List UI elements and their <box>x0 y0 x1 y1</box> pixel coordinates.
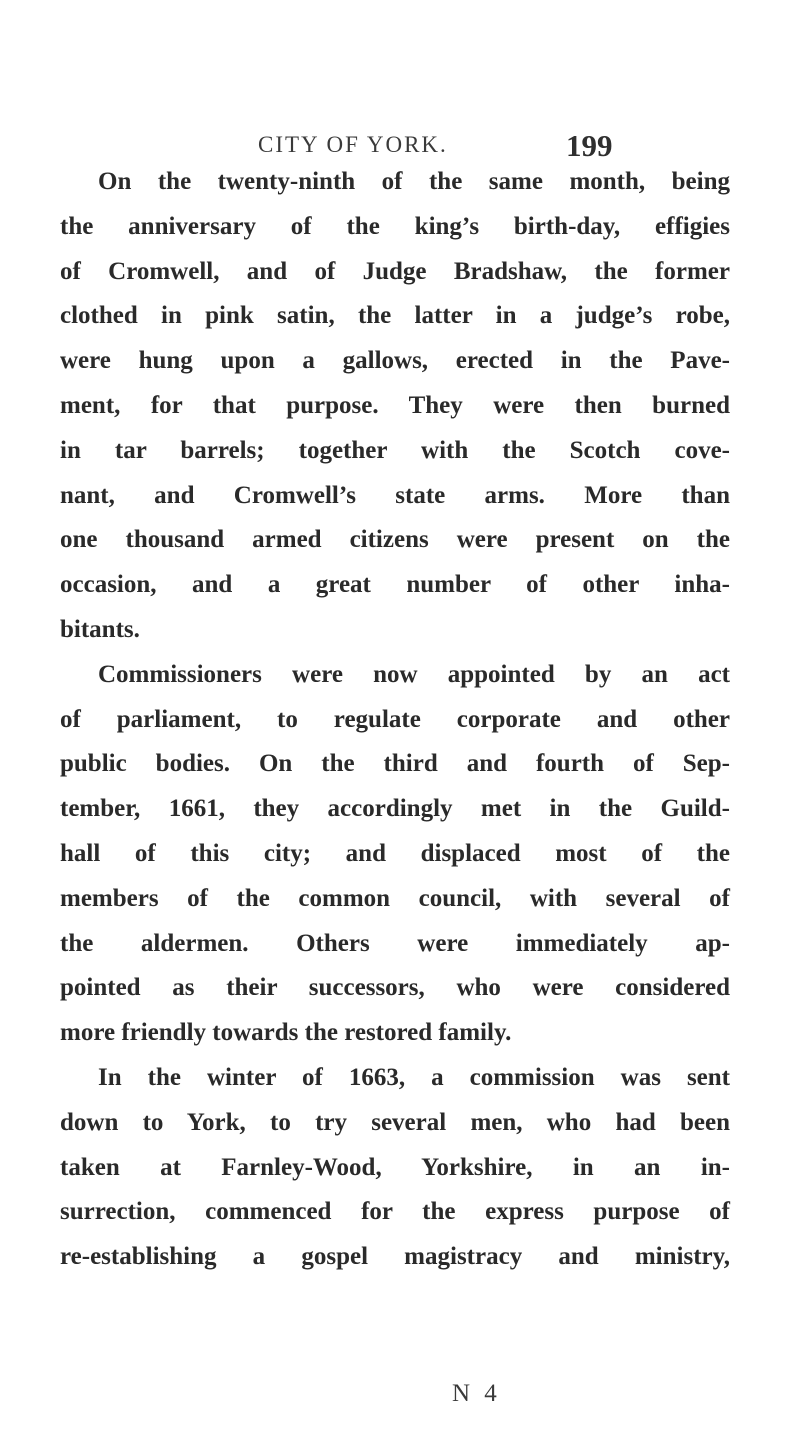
text-line: the anniversary of the king’s birth-day, effigies <box>60 212 730 240</box>
text-line: one thousand armed citizens were present on the <box>60 526 730 554</box>
text-line: down to York, to try several men, who had been <box>60 1108 730 1136</box>
text-line: tember, 1661, they accordingly met in the Guild- <box>60 795 730 823</box>
text-line: clothed in pink satin, the latter in a judge’s robe, <box>60 302 730 330</box>
text-line: in tar barrels; together with the Scotch cove- <box>60 436 730 464</box>
body-text <box>60 160 730 1280</box>
text-line: of Cromwell, and of Judge Bradshaw, the former <box>60 257 730 285</box>
text-line: On the twenty-ninth of the same month, being <box>98 168 730 195</box>
signature-mark: N 4 <box>452 1380 501 1407</box>
page-number: 199 <box>566 128 613 163</box>
text-line: hall of this city; and displaced most of the <box>60 839 730 867</box>
text-line: public bodies. On the third and fourth of Sep- <box>60 750 730 778</box>
text-line: were hung upon a gallows, erected in the Pave- <box>60 347 730 375</box>
text-line: more friendly towards the restored family. <box>60 1019 512 1047</box>
text-line: Commissioners were now appointed by an act <box>98 660 730 688</box>
text-line: the aldermen. Others were immediately ap- <box>60 929 730 957</box>
text-line: taken at Farnley-Wood, Yorkshire, in an in- <box>60 1153 730 1181</box>
text-line: members of the common council, with several of <box>60 884 730 912</box>
running-title: CITY OF YORK. <box>258 132 448 157</box>
text-line: of parliament, to regulate corporate and other <box>60 705 730 733</box>
text-line: bitants. <box>60 615 140 643</box>
text-line: ment, for that purpose. They were then burned <box>60 391 730 419</box>
text-line: nant, and Cromwell’s state arms. More than <box>60 481 730 509</box>
text-line: occasion, and a great number of other inha- <box>60 571 730 599</box>
text-line: re-establishing a gospel magistracy and ministry, <box>60 1243 730 1271</box>
text-line: In the winter of 1663, a commission was sent <box>98 1063 730 1091</box>
text-line: surrection, commenced for the express purpose of <box>60 1198 730 1226</box>
text-line: pointed as their successors, who were considered <box>60 974 730 1002</box>
